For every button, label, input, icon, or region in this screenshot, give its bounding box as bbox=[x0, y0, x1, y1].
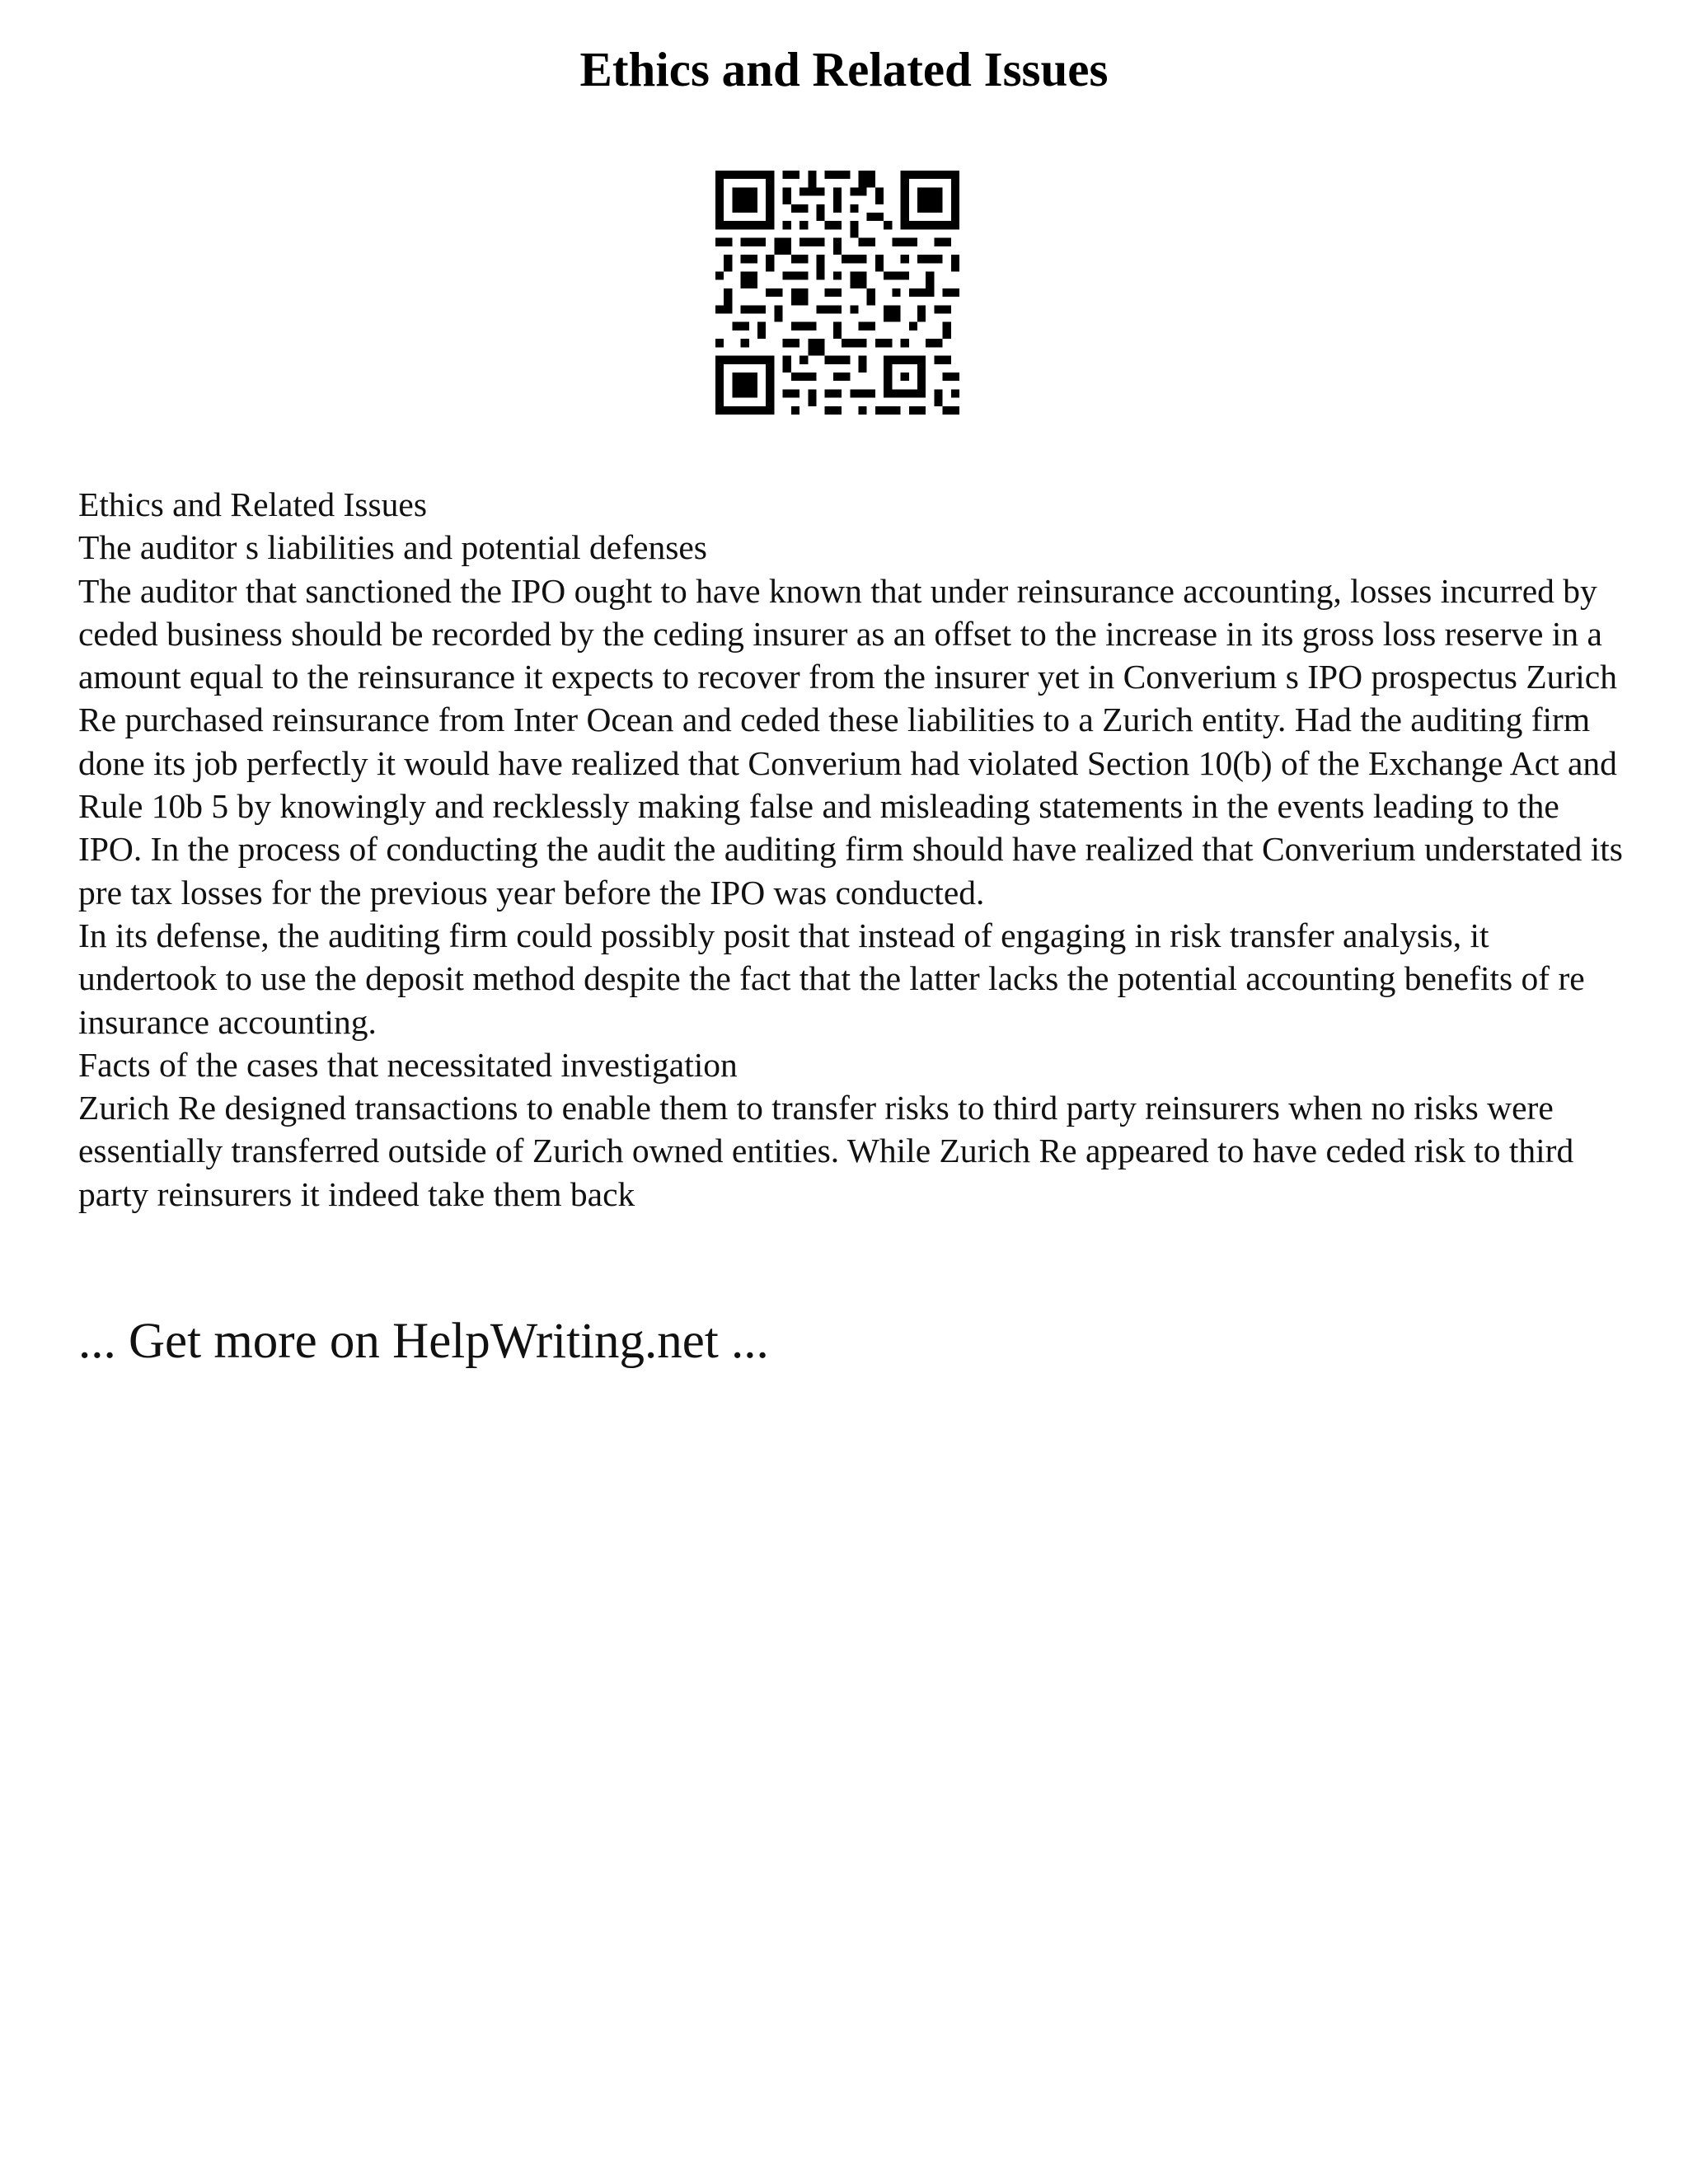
body-paragraph: In its defense, the auditing firm could possibly posit that instead of engaging in risk transfer analysis, it undertook to use the deposit method despite the fact that the latter lacks the potential accounting benefits of re insurance accounting. bbox=[78, 916, 1585, 1041]
document-title: Ethics and Related Issues bbox=[579, 42, 1109, 96]
section-heading: Ethics and Related Issues bbox=[78, 485, 427, 523]
section-subheading: Facts of the cases that necessitated investigation bbox=[78, 1045, 738, 1084]
section-subheading: The auditor s liabilities and potential defenses bbox=[78, 528, 707, 567]
body-paragraph: The auditor that sanctioned the IPO ought to have known that under reinsurance accounting, losses incurred by ceded business should be recorded by the ceding insurer as an offset to the increase in its gross loss reserve in a amount equal to the reinsurance it expects to recover from the insurer yet in Converium s IPO prospectus Zurich Re purchased reinsurance from Inter Ocean and ceded these liabilities to a Zurich entity. Had the auditing firm done its job perfectly it would have realized that Converium had violated Section 10(b) of the Exchange Act and Rule 10b 5 by knowingly and recklessly making false and misleading statements in the events leading to the IPO. In the process of conducting the audit the auditing firm should have realized that Converium understated its pre tax losses for the previous year before the IPO was conducted. bbox=[78, 571, 1623, 912]
qr-code-icon bbox=[715, 171, 959, 415]
document-body bbox=[78, 483, 1628, 1216]
get-more-link[interactable]: ... Get more on HelpWriting.net ... bbox=[78, 1314, 769, 1369]
body-paragraph: Zurich Re designed transactions to enable them to transfer risks to third party reinsurers when no risks were essentially transferred outside of Zurich owned entities. While Zurich Re appeared to have ceded risk to third party reinsurers it indeed take them back bbox=[78, 1089, 1574, 1213]
